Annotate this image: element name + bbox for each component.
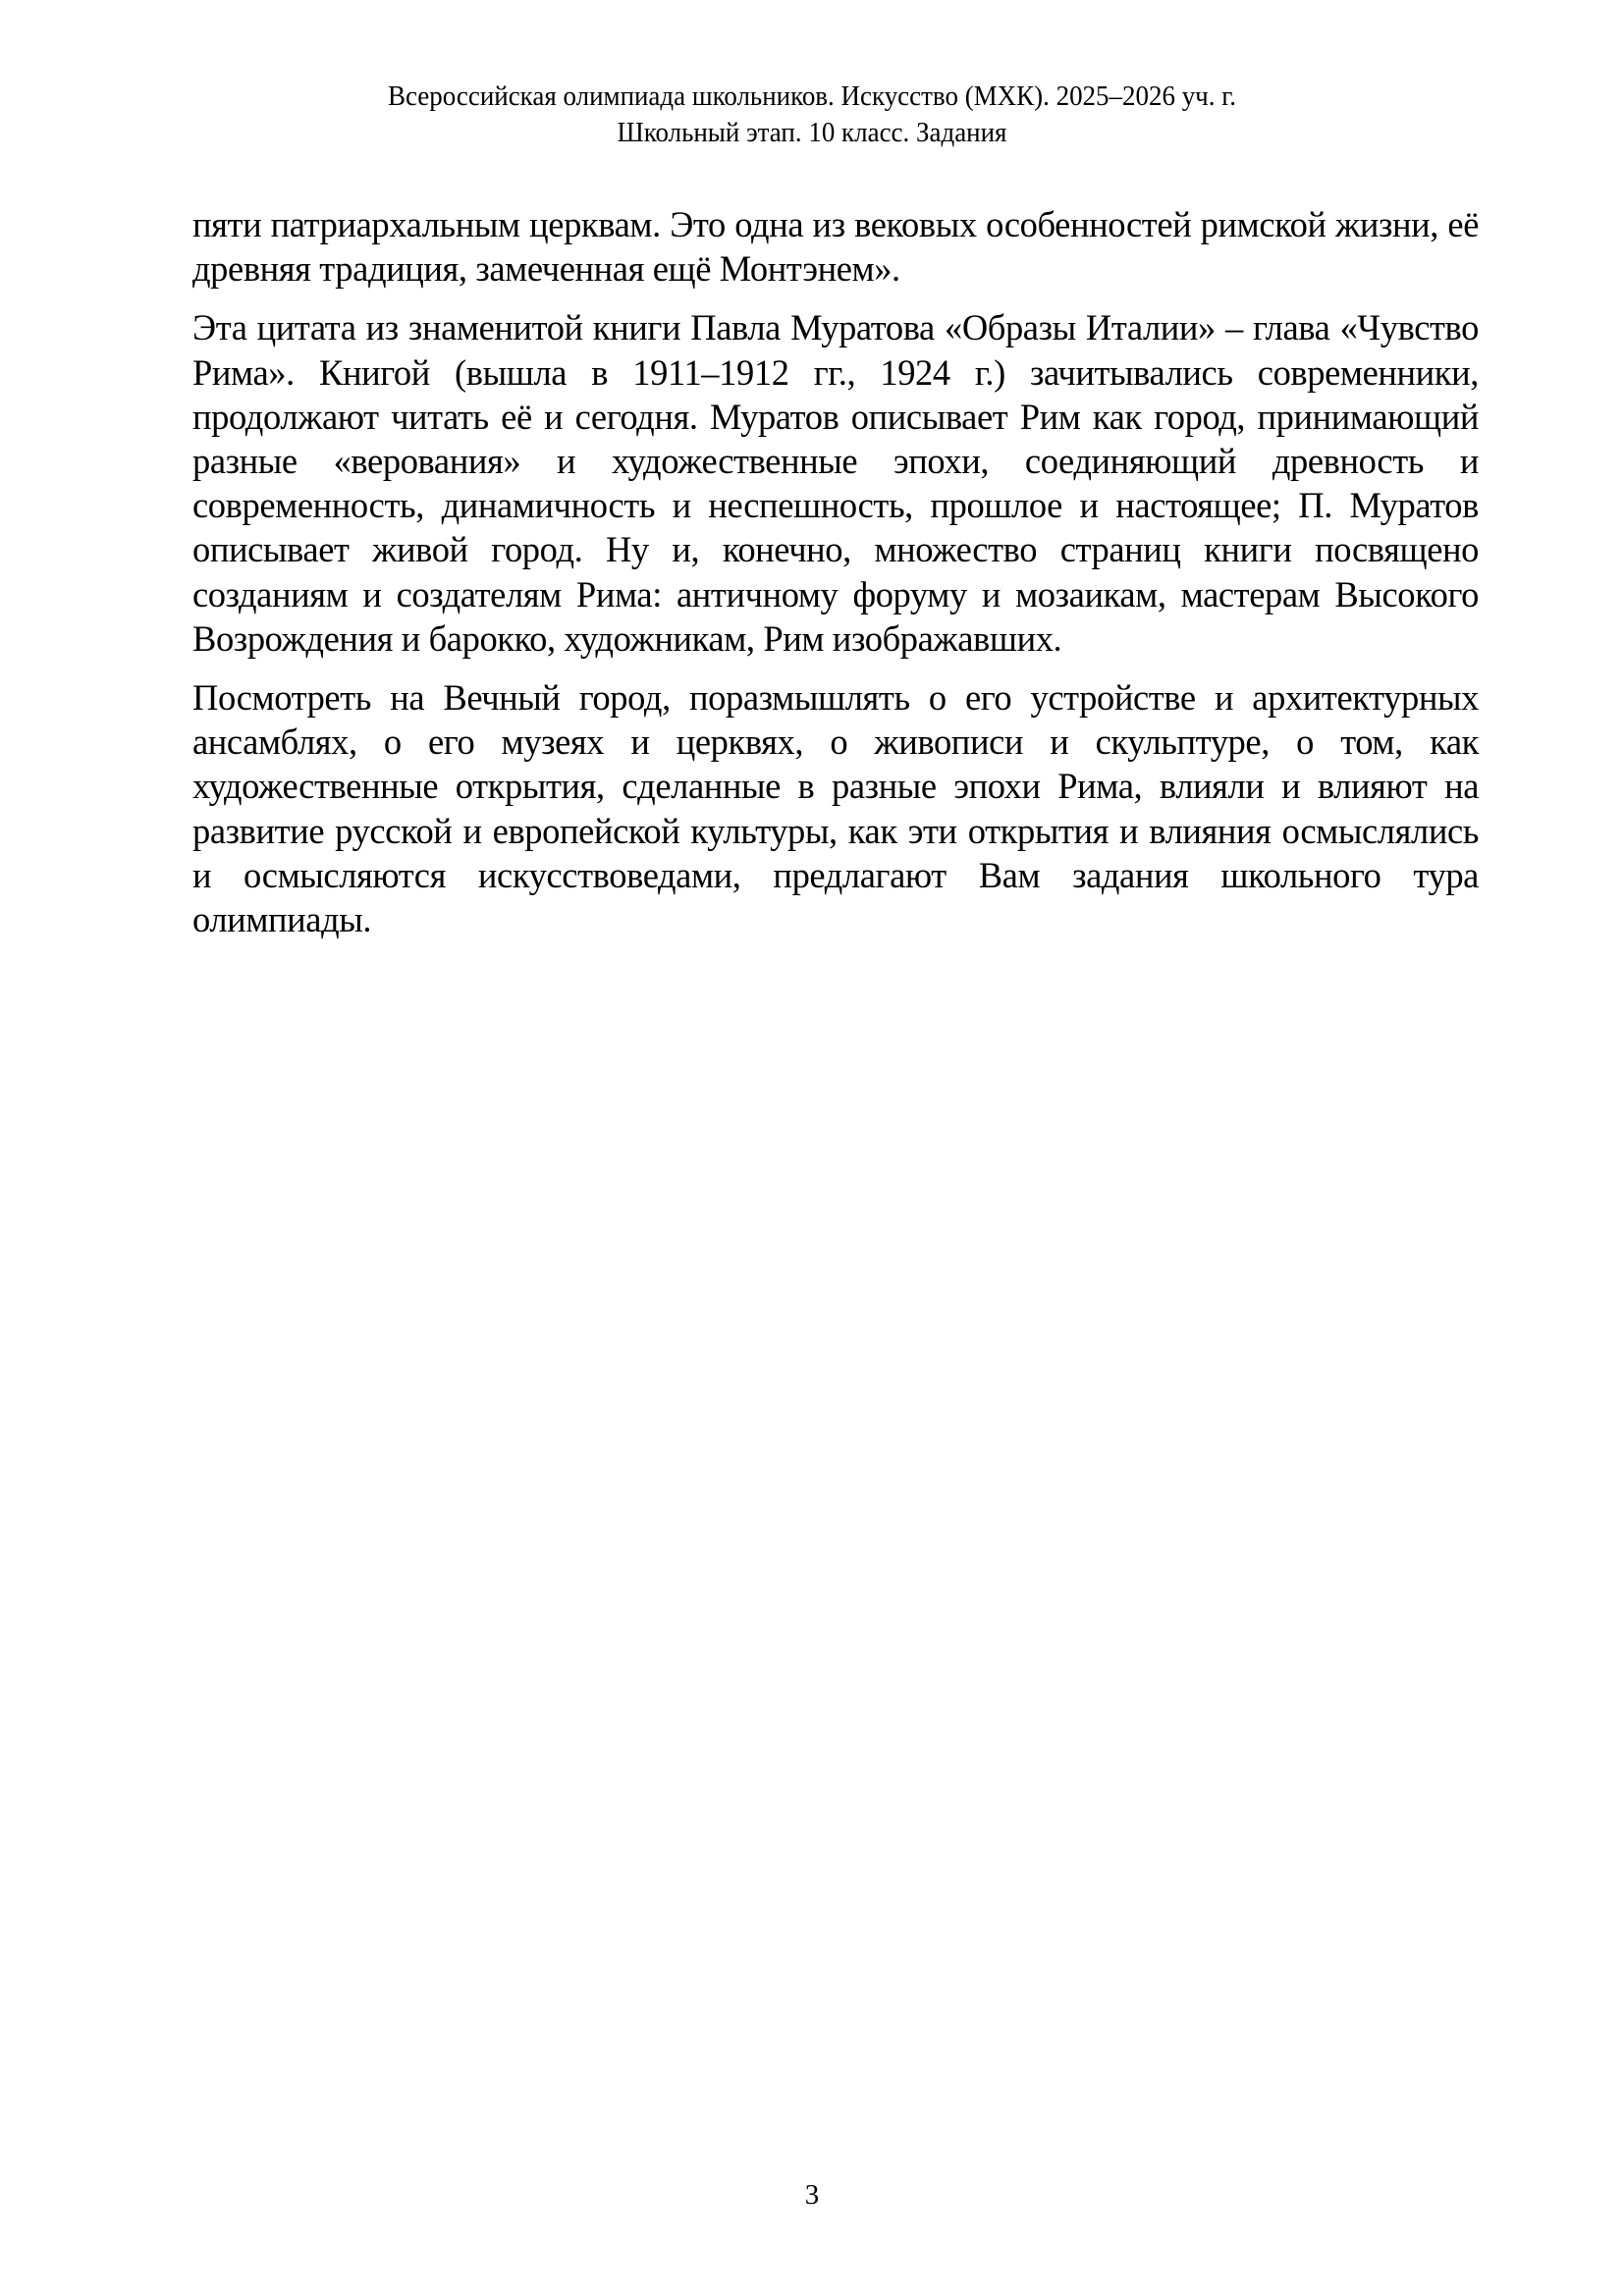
paragraph-quote-ending: пяти патриархальным церквам. Это одна из вековых особенностей римской жизни, её древняя традиция, замеченная ещё Монтэнем». [192,204,1479,290]
document-body [192,202,1479,956]
page-number: 3 [804,2179,820,2211]
paragraph-olympiad-intro: Посмотреть на Вечный город, поразмышлять о его устройстве и архитектурных ансамблях, о его музеях и церквях, о живописи и скульптуре, о том, как художественные открытия, сделанные в разные эпохи Рима, влияли и влияют на развитие русской и европейской культуры, как эти открытия и влияния осмыслялись и осмысляются искусствоведами, предлагают Вам задания школьного тура олимпиады. [192,677,1479,940]
paragraph-muratov-book: Эта цитата из знаменитой книги Павла Муратова «Образы Италии» – глава «Чувство Рима». Книгой (вышла в 1911–1912 гг., 1924 г.) зачитывались современники, продолжают читать её и сегодня. Муратов описывает Рим как город, принимающий разные «верования» и художественные эпохи, соединяющий древность и современность, динамичность и неспешность, прошлое и настоящее; П. Муратов описывает живой город. Ну и, конечно, множество страниц книги посвящено созданиям и создателям Рима: античному форуму и мозаикам, мастерам Высокого Возрождения и барокко, художникам, Рим изображавших. [192,307,1479,659]
page-header [57,79,1567,151]
header-subtitle-line: Школьный этап. 10 класс. Задания [617,117,1007,148]
header-title-line: Всероссийская олимпиада школьников. Искусство (МХК). 2025–2026 уч. г. [387,80,1236,112]
